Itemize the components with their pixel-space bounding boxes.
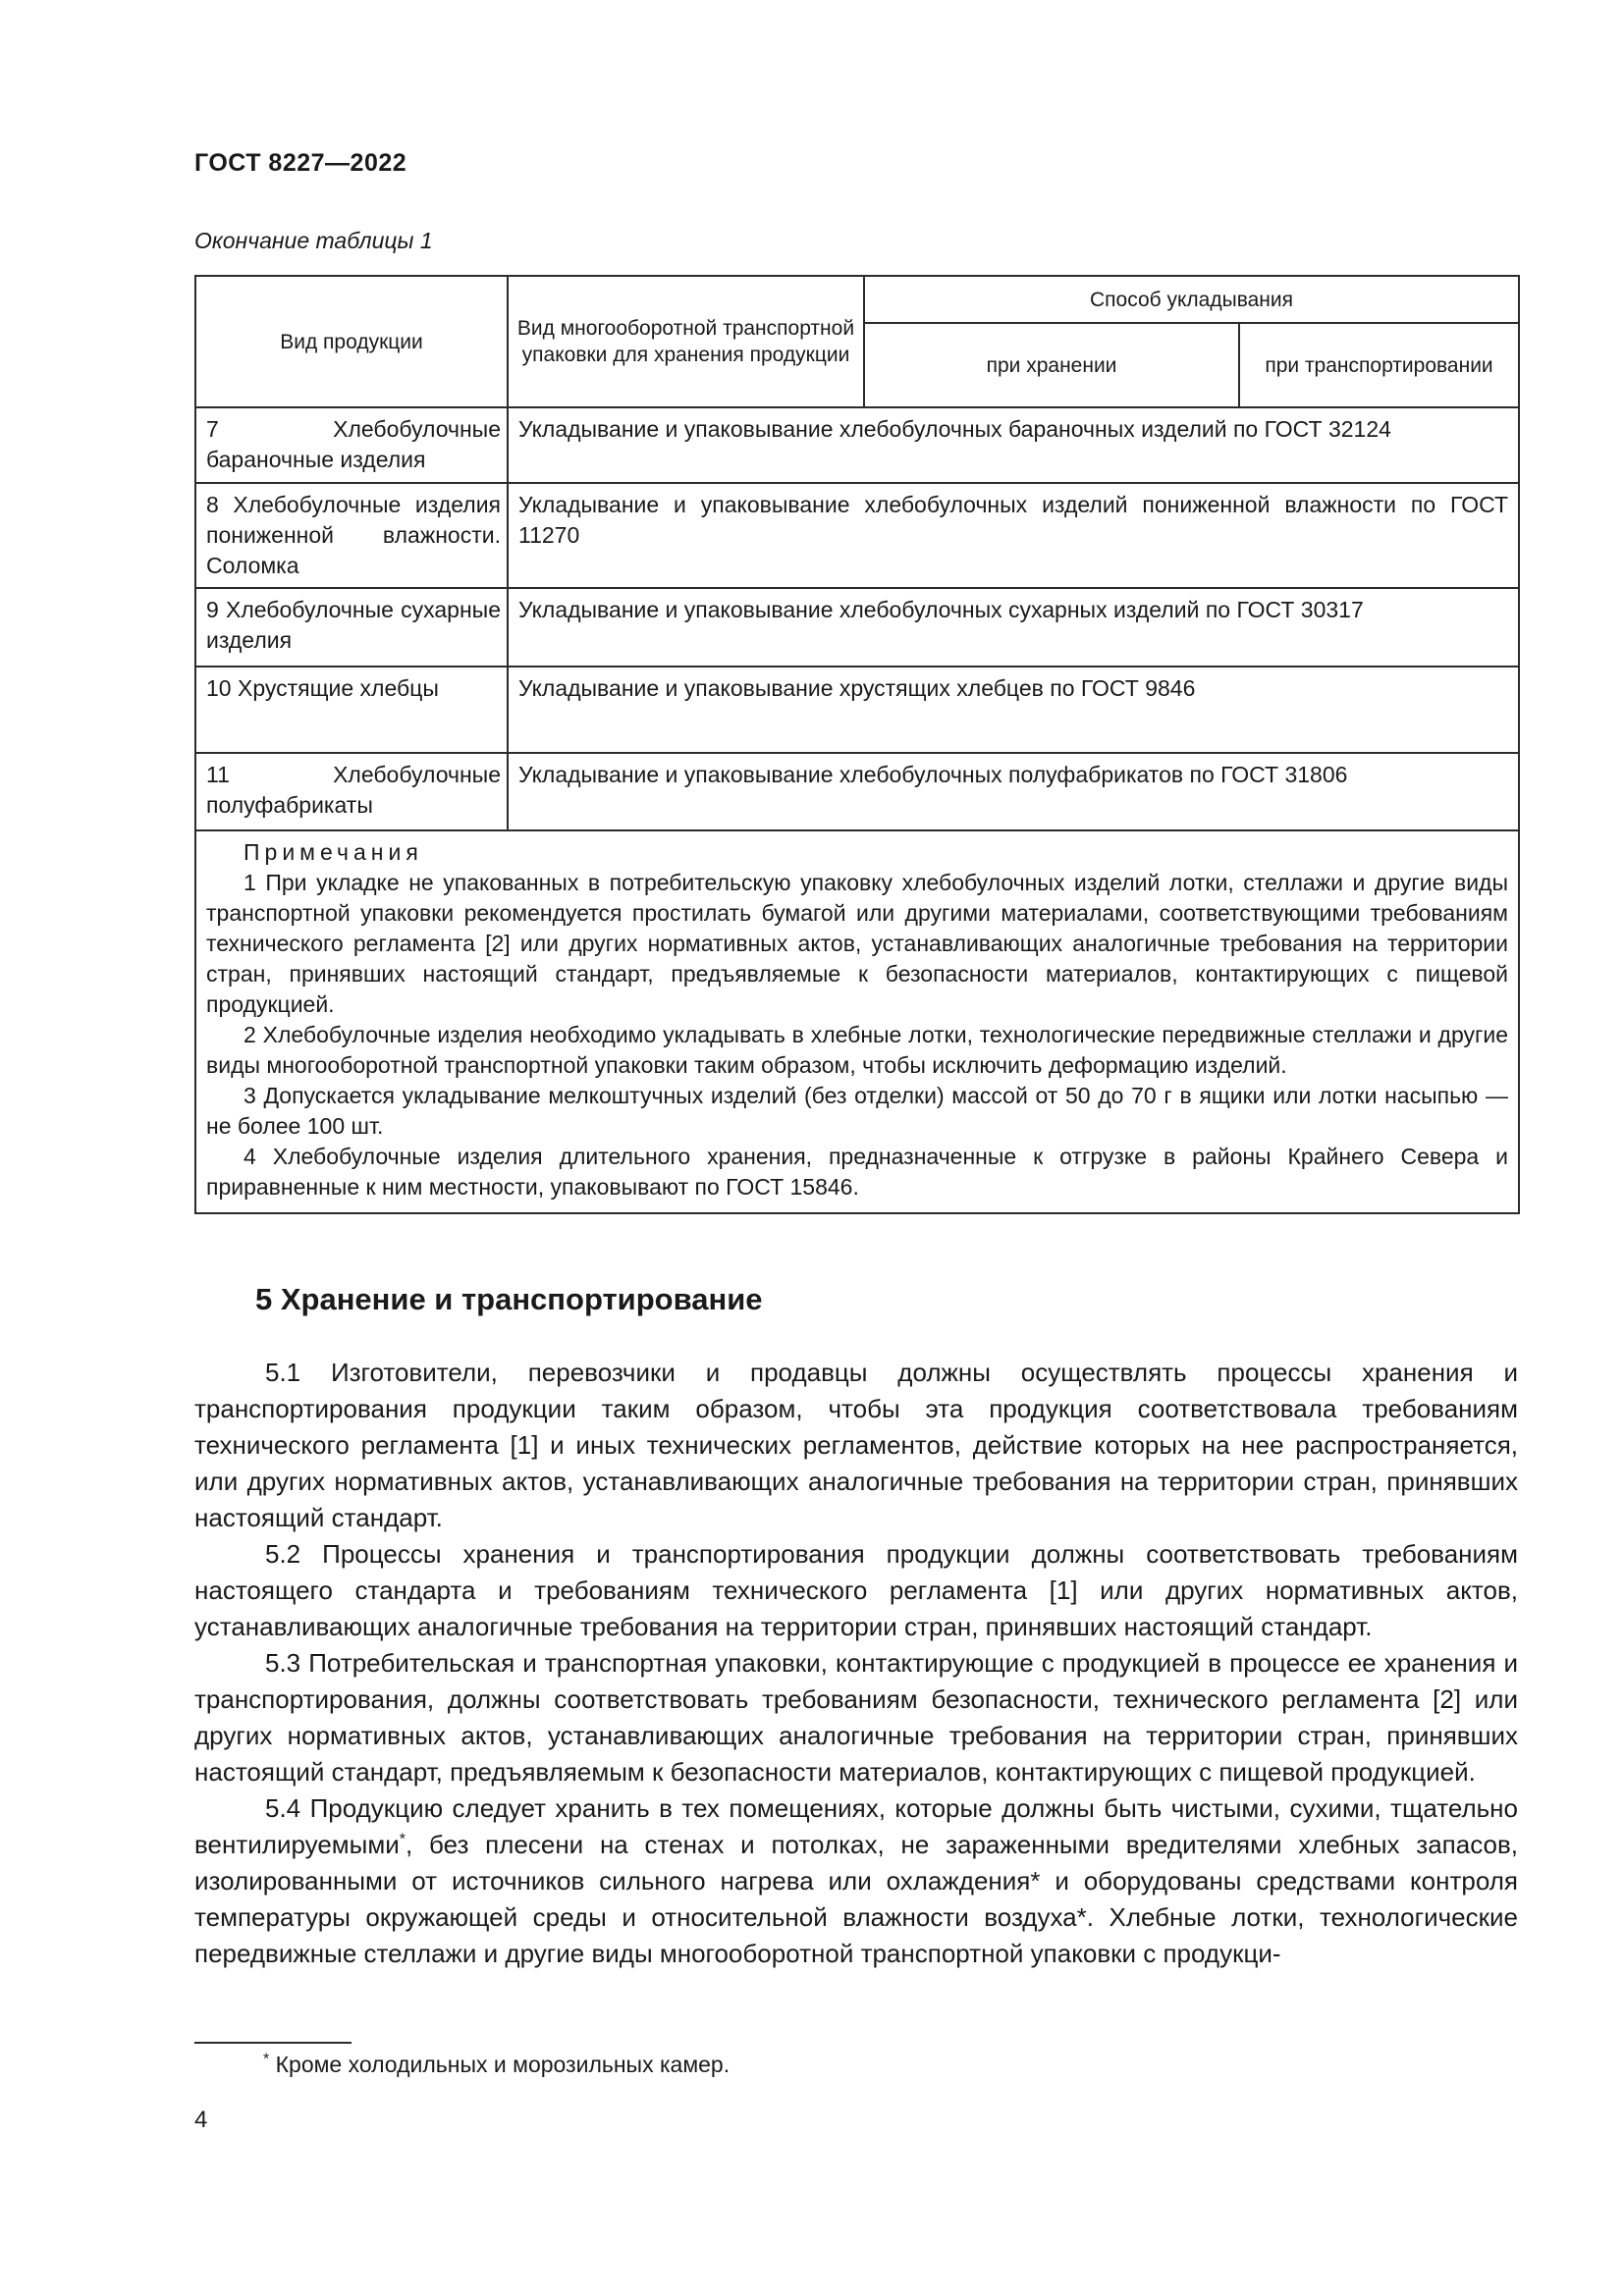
header-storage: при хранении — [864, 323, 1239, 407]
note-4: 4 Хлебобулочные изделия длительного хранения, предназначенные к отгрузке в районы Крайнего Севера и приравненные к ним местности, упаковывают по ГОСТ 15846. — [206, 1144, 1508, 1200]
method-cell: Укладывание и упаковывание хлебобулочных бараночных изделий по ГОСТ 32124 — [508, 407, 1519, 483]
method-cell: Укладывание и упаковывание хлебобулочных сухарных изделий по ГОСТ 30317 — [508, 588, 1519, 667]
table-row — [195, 588, 1519, 667]
paragraph-5-3: 5.3 Потребительская и транспортная упаковки, контактирующие с продукцией в процессе ее хранения и транспортирования, должны соответствовать требованиям безопасности, технического регламента [2] или других нормативных актов, устанавливающих аналогичные требования на территории стран, принявших настоящий стандарт, предъявляемым к безопасности материалов, контактирующих с пищевой продукцией. — [194, 1648, 1518, 1787]
section-title: 5 Хранение и транспортирование — [255, 1282, 763, 1316]
section-body — [194, 1355, 1518, 1972]
paragraph-5-2: 5.2 Процессы хранения и транспортирования продукции должны соответствовать требованиям настоящего стандарта и требованиям технического регламента [1] или других нормативных актов, устанавливающих аналогичные требования на территории стран, принявших настоящий стандарт. — [194, 1539, 1518, 1641]
method-cell: Укладывание и упаковывание хрустящих хлебцев по ГОСТ 9846 — [508, 667, 1519, 753]
header-method: Способ укладывания — [864, 276, 1519, 323]
table-caption: Окончание таблицы 1 — [194, 228, 433, 253]
product-cell: 9 Хлебобулочные сухарные изделия — [195, 588, 508, 667]
table-row — [195, 407, 1519, 483]
header-product: Вид продукции — [195, 276, 508, 407]
note-2: 2 Хлебобулочные изделия необходимо укладывать в хлебные лотки, технологические передвижные стеллажи и другие виды многооборотной транспортной упаковки таким образом, чтобы исключить деформацию изделий. — [206, 1022, 1508, 1078]
packaging-table — [194, 275, 1520, 1214]
footnote-divider — [194, 2042, 352, 2044]
footnote-text: Кроме холодильных и морозильных камер. — [275, 2052, 731, 2077]
paragraph-5-4-end: , без плесени на стенах и потолках, не зараженными вредителями хлебных запасов, изолированными от источников сильного нагрева или охлаждения* и оборудованы средствами контроля температуры окружающей среды и относительной влажности воздуха*. Хлебные лотки, технологические передвижные стеллажи и другие виды многооборотной транспортной упаковки с продукци- — [194, 1830, 1518, 1968]
notes-row — [195, 830, 1519, 1213]
product-cell: 7 Хлебобулочные бараночные изделия — [195, 407, 508, 483]
footnote-mark: * — [263, 2051, 270, 2068]
table-row — [195, 483, 1519, 588]
product-cell: 10 Хрустящие хлебцы — [195, 667, 508, 753]
notes-title: Примечания — [244, 839, 423, 865]
footnote — [263, 2050, 730, 2079]
product-cell: 11 Хлебобулочные полуфабрикаты — [195, 753, 508, 830]
header-transport: при транспортировании — [1239, 323, 1519, 407]
note-3: 3 Допускается укладывание мелкоштучных изделий (без отделки) массой от 50 до 70 г в ящики или лотки насыпью — не более 100 шт. — [206, 1083, 1508, 1139]
method-cell: Укладывание и упаковывание хлебобулочных полуфабрикатов по ГОСТ 31806 — [508, 753, 1519, 830]
table-row — [195, 753, 1519, 830]
method-cell: Укладывание и упаковывание хлебобулочных изделий пониженной влажности по ГОСТ 11270 — [508, 483, 1519, 588]
table-row — [195, 667, 1519, 753]
paragraph-5-1: 5.1 Изготовители, перевозчики и продавцы должны осуществлять процессы хранения и транспортирования продукции таким образом, чтобы эта продукция соответствовала требованиям технического регламента [1] и иных технических регламентов, действие которых на нее распространяется, или других нормативных актов, устанавливающих аналогичные требования на территории стран, принявших настоящий стандарт. — [194, 1358, 1518, 1532]
page-number: 4 — [194, 2107, 208, 2133]
product-cell: 8 Хлебобулочные изделия пониженной влажности. Соломка — [195, 483, 508, 588]
standard-header: ГОСТ 8227—2022 — [194, 149, 407, 177]
paragraph-5-4-start: 5.4 Продукцию следует хранить в тех помещениях, которые должны быть чистыми, сухими, тщательно вентилируемыми — [194, 1793, 1518, 1859]
footnote-ref: * — [399, 1831, 406, 1848]
paragraph-5-4 — [194, 1790, 1518, 1972]
header-packaging: Вид многооборотной транспортной упаковки для хранения продукции — [508, 276, 864, 407]
note-1: 1 При укладке не упакованных в потребительскую упаковку хлебобулочных изделий лотки, стеллажи и другие виды транспортной упаковки рекомендуется простилать бумагой или другими материалами, соответствующими требованиям технического регламента [2] или других нормативных актов, устанавливающих аналогичные требования на территории стран, принявших настоящий стандарт, предъявляемые к безопасности материалов, контактирующих с пищевой продукцией. — [206, 870, 1508, 1017]
notes-cell — [195, 830, 1519, 1213]
